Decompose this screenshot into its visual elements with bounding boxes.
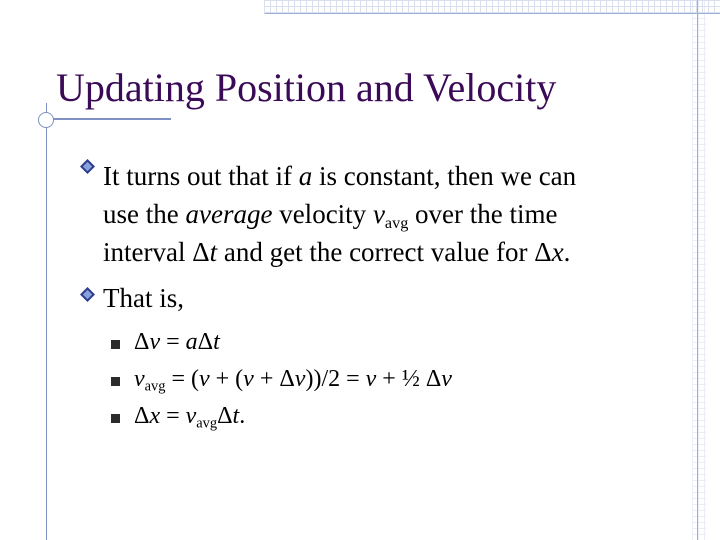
diamond-bullet-icon — [80, 159, 95, 174]
sub-item-1: Δv = aΔt — [134, 329, 220, 355]
square-bullet-icon — [111, 414, 120, 423]
ring-ornament-icon — [38, 112, 54, 128]
sub-item-2: $v_{avg} = (v + (v + \Delta v))/2 = v$ + ½ Δv — [134, 366, 452, 395]
square-bullet-icon — [111, 377, 120, 386]
square-bullet-icon — [111, 340, 120, 349]
sub-item-3: $\Delta x = v_{avg}\Delta t$. — [134, 403, 246, 432]
diamond-bullet-icon — [80, 287, 95, 302]
slide-title: Updating Position and Velocity — [56, 65, 557, 110]
top-rule — [265, 13, 720, 14]
bullet-1-line-3: interval Δt and get the correct value for Δx. — [103, 237, 571, 267]
title-underline — [46, 118, 171, 120]
left-rule — [46, 103, 47, 540]
bullet-1-line-2: use the average velocity $v_{avg}$ over the time — [103, 199, 558, 232]
bullet-2-line-1: That is, — [103, 283, 184, 313]
right-rule — [697, 0, 698, 540]
decorative-grid-right — [692, 0, 706, 540]
bullet-1-line-1: It turns out that if a is constant, then we can — [103, 161, 577, 191]
decorative-grid-top — [264, 0, 720, 14]
